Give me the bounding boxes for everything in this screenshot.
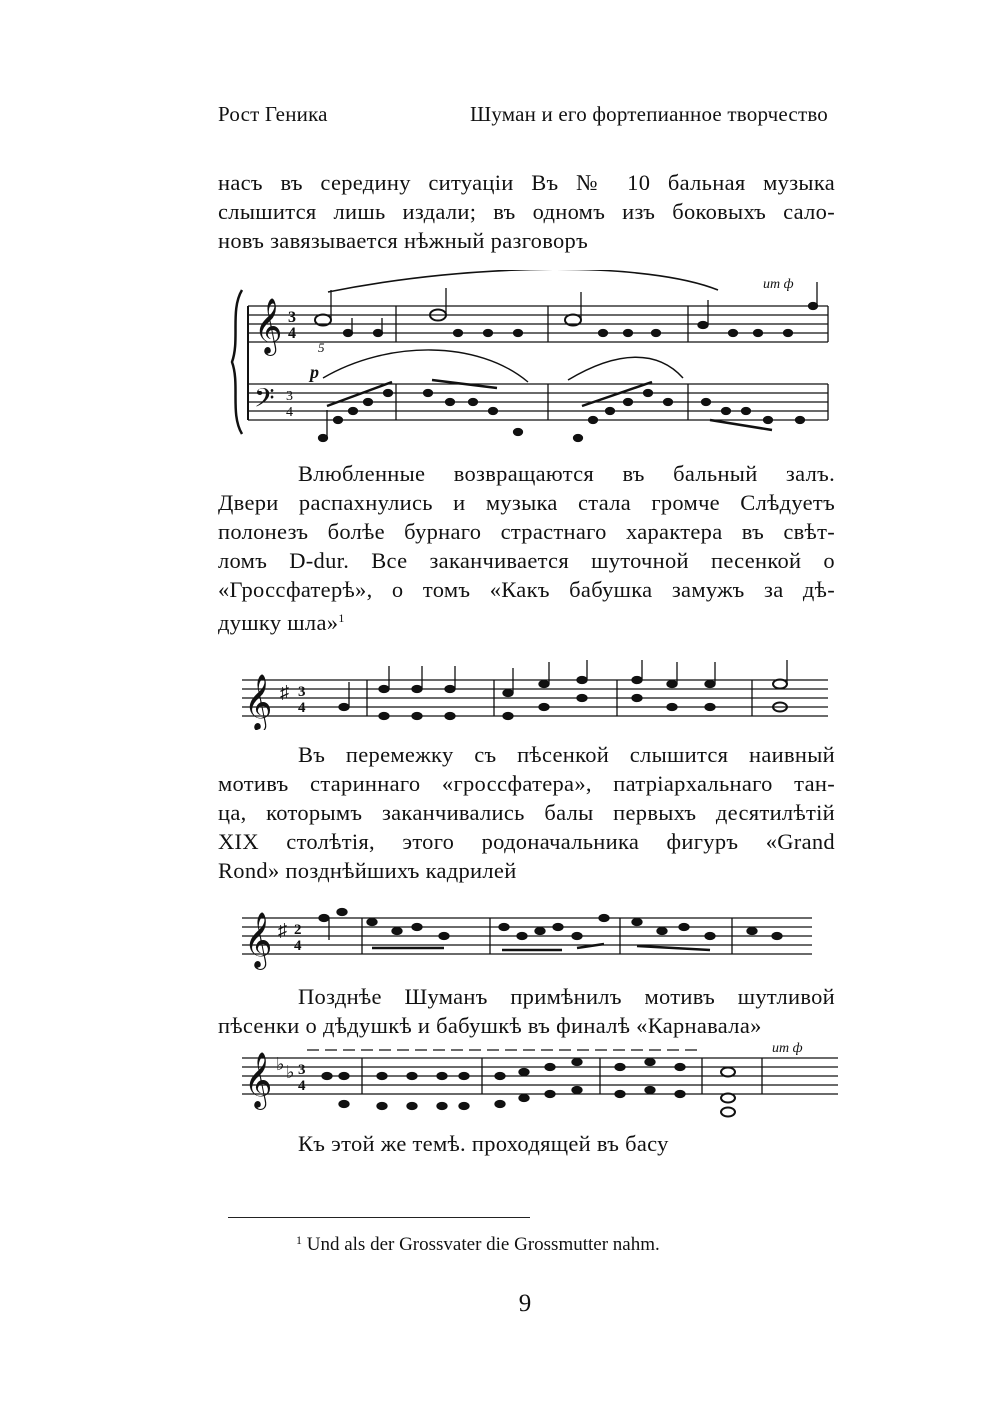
dynamic-marking: p [310,362,319,382]
tempo-marking: ит ф [763,277,794,292]
running-header-author: Рост Геника [218,102,328,126]
tempo-marking: ит ф [772,1041,803,1056]
text-line: слышится лишь издали; въ одномъ изъ боковыхъ сало- [218,199,835,224]
music-example-4 [232,1036,842,1126]
time-signature-top: 2 [294,922,302,938]
text-line: новъ завязывается нѣжный разговоръ [218,228,589,253]
text-line: мотивъ стариннаго «гроссфатера», патріархальнаго тан- [218,771,835,796]
text-line: Двери распахнулись и музыка стала громче Слѣдуетъ [218,490,835,515]
time-signature-top: 3 [298,684,306,700]
svg-text:𝄞: 𝄞 [254,298,283,354]
footnote-text: Und als der Grossvater die Grossmutter nahm. [306,1234,660,1255]
paragraph-4 [218,982,835,1040]
text-line-content: душку шла» [218,610,339,635]
time-signature-bottom: 4 [298,1078,306,1094]
time-signature-top: 3 [288,309,296,326]
text-line: ца, которымъ заканчивались балы первыхъ десятилѣтій [218,800,835,825]
svg-text:♭: ♭ [286,1062,295,1082]
text-line: Rond» позднѣйшихъ кадрилей [218,858,517,883]
time-signature-bottom: 4 [298,700,306,716]
music-example-2 [232,660,832,730]
svg-text:𝄞: 𝄞 [244,912,273,968]
svg-text:𝄞: 𝄞 [244,1052,273,1108]
running-header-title: Шуман и его фортепианное творчество [469,102,828,126]
footnote [296,1233,660,1256]
svg-text:♯: ♯ [278,920,287,940]
text-line [218,604,835,637]
text-line: «Гроссфатерѣ», о томъ «Какъ бабушка замужъ за дѣ- [218,577,835,602]
svg-text:♯: ♯ [280,682,289,702]
time-signature-bottom: 4 [286,405,293,420]
music-example-3 [232,898,832,973]
time-signature-bottom: 4 [294,938,302,954]
text-line: ломъ D-dur. Все заканчивается шуточной песенкой о [218,548,835,573]
text-line: Влюбленные возвращаются въ бальный залъ. [298,461,835,486]
paragraph-1 [218,168,835,255]
text-line: насъ въ середину ситуаціи Въ № 10 бальная музыка [218,170,835,195]
text-line: Въ перемежку съ пѣсенкой слышится наивный [298,742,835,767]
svg-text:𝄞: 𝄞 [244,674,273,730]
footnote-reference[interactable]: 1 [338,611,345,625]
paragraph-5 [218,1129,835,1158]
page-number: 9 [518,1290,532,1317]
text-line: XIX столѣтія, этого родоначальника фигуръ «Grand [218,829,835,854]
text-line: пѣсенки о дѣдушкѣ и бабушкѣ въ финалѣ «Карнавала» [218,1013,762,1038]
text-line: Позднѣе Шуманъ примѣнилъ мотивъ шутливой [298,984,835,1009]
footnote-separator [228,1217,530,1218]
paragraph-3 [218,740,835,885]
svg-text:𝄢: 𝄢 [254,382,275,420]
time-signature-top: 3 [286,389,293,404]
time-signature-bottom: 4 [288,325,296,342]
footnote-mark: 1 [296,1233,302,1247]
fingering: 5 [318,340,325,355]
svg-text:♭: ♭ [276,1054,285,1074]
text-line: полонезъ болѣе бурнаго страстнаго характера въ свѣт- [218,519,835,544]
text-line: Къ этой же темѣ. проходящей въ басу [298,1131,669,1156]
time-signature-top: 3 [298,1062,306,1078]
paragraph-2 [218,459,835,637]
music-example-1 [228,270,838,460]
